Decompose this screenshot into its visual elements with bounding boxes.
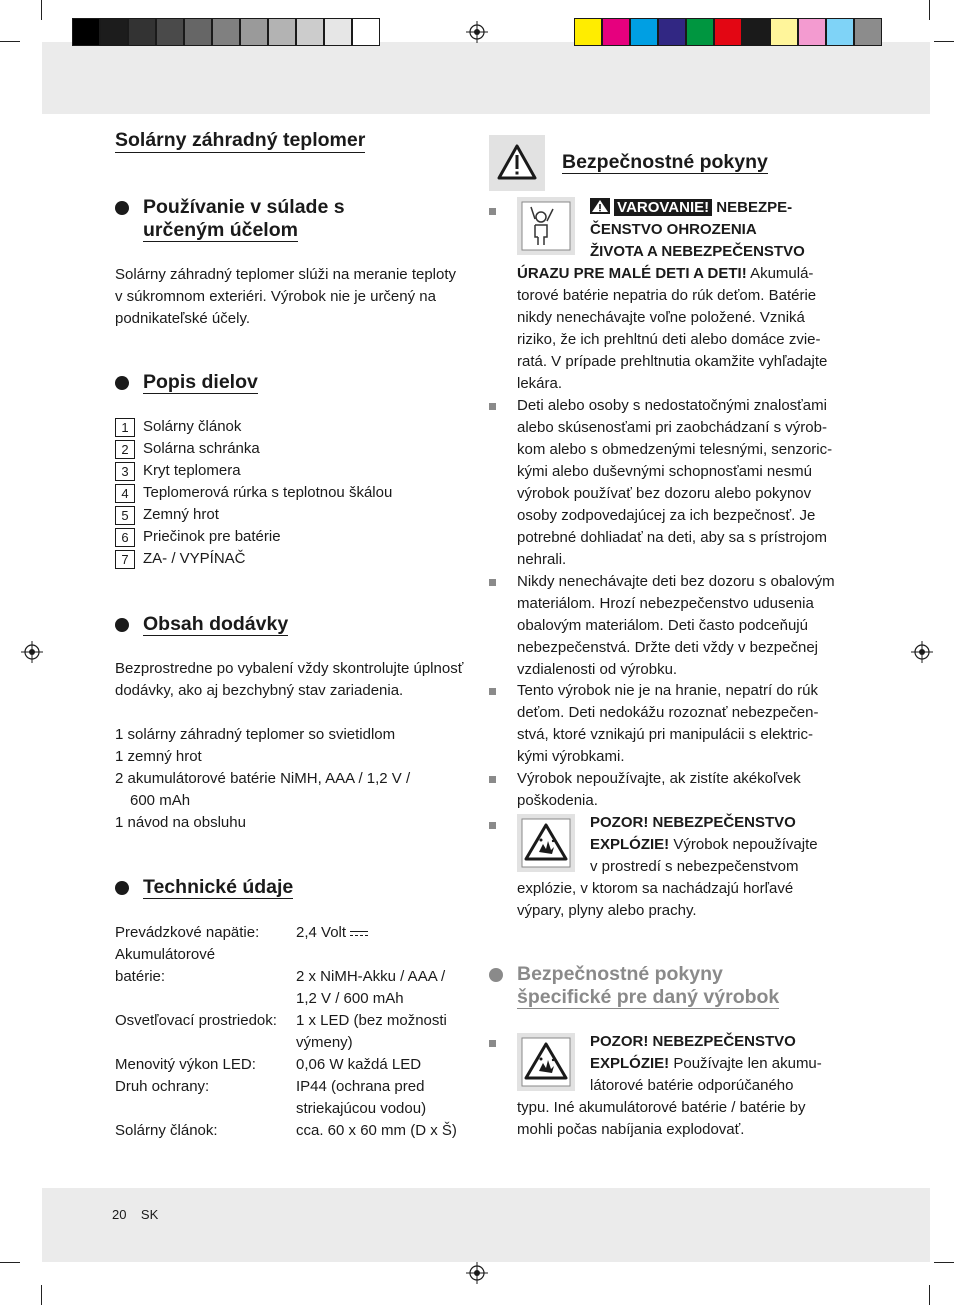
child-warning-icon <box>517 197 575 255</box>
section-bullet <box>115 376 129 390</box>
warning-small-icon <box>590 198 610 214</box>
section-heading-parts: Popis dielov <box>143 371 258 393</box>
list-bullet <box>489 579 496 586</box>
technical-table: Prevádzkové napätie: 2,4 Volt Akumulátorové batérie: 2 x NiMH-Akku / AAA / 1,2 V / 600 mAh Osvetľovací prostriedok: 1 x LED (bez možnosti výmeny) Menovitý výkon LED: 0,06 W každá LED Druh ochrany: IP44 (ochrana pred striekajúcou vodou) Solárny článok: cca. 60 x 60 mm (D x Š) <box>115 924 457 1139</box>
safety-item-6-header: POZOR! NEBEZPEČENSTVO EXPLÓZIE! Výrobok nepoužívajte v prostredí s nebezpečenstvom <box>590 814 818 875</box>
delivery-items: 1 solárny záhradný teplomer so svietidlom 1 zemný hrot 2 akumulátorové batérie NiMH, AAA / 1,2 V / 600 mAh 1 návod na obsluhu <box>115 726 411 831</box>
section-bullet <box>115 881 129 895</box>
section-bullet <box>489 968 503 982</box>
list-bullet <box>489 776 496 783</box>
list-bullet <box>489 1040 496 1047</box>
bottom-band <box>42 1188 930 1262</box>
explosion-warning-icon <box>517 1033 575 1091</box>
safety-item-5: Výrobok nepoužívajte, ak zistíte akékoľvek poškodenia. <box>517 770 801 809</box>
warning1-header: VAROVANIE! NEBEZPE- ČENSTVO OHROZENIA ŽIVOTA A NEBEZPEČENSTVO <box>590 199 805 260</box>
list-bullet <box>489 403 496 410</box>
page-title: Solárny záhradný teplomer <box>115 129 366 151</box>
section-heading-delivery: Obsah dodávky <box>143 613 289 635</box>
section-heading-intended-use: Používanie v súlade s určeným účelom <box>143 196 345 241</box>
registration-mark-icon <box>21 641 43 663</box>
section-heading-product-safety: Bezpečnostné pokyny špecifické pre daný výrobok <box>517 963 780 1008</box>
safety-item-4: Tento výrobok nie je na hranie, nepatrí do rúk deťom. Deti nedokážu rozoznať nebezpečen- stvá, ktoré vznikajú pri manipulácii s elektric- kými výrobkami. <box>517 682 819 765</box>
page-number: 20 SK <box>112 1207 159 1222</box>
safety-item-6-text: explózie, v ktorom sa nachádzajú horľavé výpary, plyny alebo prachy. <box>517 880 794 919</box>
product-safety-text: typu. Iné akumulátorové batérie / batérie by mohli počas nabíjania explodovať. <box>517 1099 806 1138</box>
list-bullet <box>489 688 496 695</box>
registration-mark-icon <box>466 21 488 43</box>
delivery-intro: Bezprostredne po vybalení vždy skontrolujte úplnosť dodávky, ako aj bezchybný stav zariadenia. <box>115 660 464 699</box>
section-bullet <box>115 201 129 215</box>
section-bullet <box>115 618 129 632</box>
list-bullet <box>489 208 496 215</box>
registration-mark-icon <box>466 1262 488 1284</box>
top-band <box>42 42 930 114</box>
explosion-warning-icon <box>517 814 575 872</box>
intended-use-text: Solárny záhradný teplomer slúži na meranie teploty v súkromnom exteriéri. Výrobok nie je určený na podnikateľské účely. <box>115 266 457 327</box>
safety-item-3: Nikdy nenechávajte deti bez dozoru s obalovým materiálom. Hrozí nebezpečenstvo udusenia obalovým materiálom. Deti často podceňujú nebezpečenstvá. Držte deti vždy v bezpečnej vzdialenosti od výrobku. <box>517 573 835 678</box>
warning1-text: ÚRAZU PRE MALÉ DETI A DETI! Akumulá- torové batérie nepatria do rúk deťom. Batérie nikdy nenechávajte voľne položené. Vzniká riziko, že ich prehltnú deti alebo domáce zvie- ratá. V prípade prehltnutia okamžite vyhľadajte lekára. <box>517 265 828 392</box>
warning-triangle-icon <box>489 135 545 191</box>
registration-mark-icon <box>911 641 933 663</box>
list-bullet <box>489 822 496 829</box>
safety-item-2: Deti alebo osoby s nedostatočnými znalosťami alebo skúsenosťami pri zaobchádzaní s výrob- kom alebo s obmedzenými telesnými, senzoric- kými alebo duševnými schopnosťami nesmú výrobok používať bez dozoru alebo pokynov osoby zodpovedajúcej za ich bezpečnosť. Je potrebné dohliadať na deti, aby sa s prístrojom nehrali. <box>517 397 833 568</box>
section-heading-technical: Technické údaje <box>143 876 294 898</box>
section-heading-safety: Bezpečnostné pokyny <box>562 151 768 173</box>
product-safety-header: POZOR! NEBEZPEČENSTVO EXPLÓZIE! Používajte len akumu- látorové batérie odporúčaného <box>590 1033 822 1094</box>
